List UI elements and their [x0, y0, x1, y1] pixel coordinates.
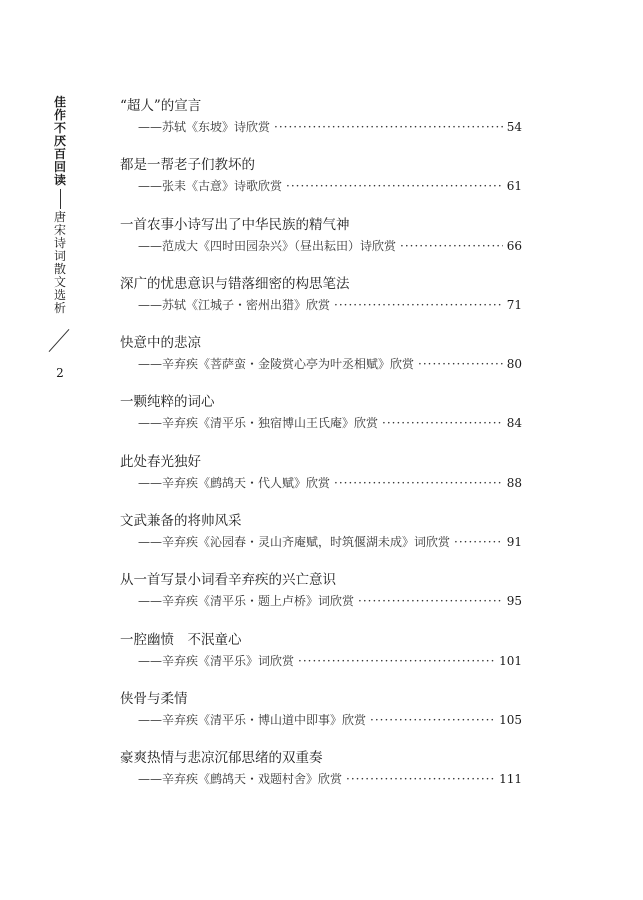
- entry-page-number: 95: [506, 594, 522, 609]
- entry-title: 文武兼备的将帅风采: [120, 513, 242, 530]
- entry-title: “超人”的宣言: [120, 98, 202, 114]
- entry-title: 侠骨与柔情: [120, 690, 188, 707]
- entry-subtitle-line: [120, 711, 522, 729]
- dot-leader: [274, 118, 503, 136]
- dot-leader: [334, 474, 503, 492]
- entry-subtitle: ——辛弃疾《菩萨蛮・金陵赏心亭为叶丞相赋》欣赏: [138, 357, 415, 372]
- toc-entry[interactable]: [120, 392, 522, 451]
- vertical-dash: [60, 189, 61, 209]
- entry-page-number: 80: [506, 357, 522, 372]
- entry-subtitle: ——范成大《四时田园杂兴》（昼出耘田）诗欣赏: [138, 238, 397, 253]
- entry-subtitle-line: [120, 474, 522, 492]
- dot-leader: [454, 533, 503, 551]
- toc-entry[interactable]: [120, 511, 522, 570]
- entry-subtitle: ——辛弃疾《清平乐・题上卢桥》词欣赏: [138, 594, 355, 609]
- page-number: 2: [56, 366, 64, 380]
- entry-page-number: 91: [506, 535, 522, 550]
- entry-subtitle: ——苏轼《江城子・密州出猎》欣赏: [138, 297, 331, 312]
- entry-subtitle: ——张耒《古意》诗歌欣赏: [138, 179, 283, 194]
- entry-subtitle: ——辛弃疾《鹧鸪天・代人赋》欣赏: [138, 475, 331, 490]
- entry-subtitle-line: [120, 177, 522, 195]
- entry-subtitle-line: [120, 592, 522, 610]
- entry-subtitle-line: [120, 296, 522, 314]
- entry-page-number: 88: [506, 475, 522, 490]
- book-subtitle: 唐 宋 诗 词 散 文 选 析: [53, 210, 66, 315]
- dot-leader: [400, 237, 503, 255]
- toc-entry[interactable]: [120, 748, 522, 807]
- entry-page-number: 61: [506, 179, 522, 194]
- entry-title: 此处春光独好: [120, 453, 201, 470]
- toc-entry[interactable]: [120, 630, 522, 689]
- entry-page-number: 84: [506, 416, 522, 431]
- entry-subtitle: ——辛弃疾《鹧鸪天・戏题村舍》欣赏: [138, 772, 343, 787]
- entry-subtitle: ——苏轼《东坡》诗欣赏: [138, 120, 271, 134]
- table-of-contents: [120, 96, 522, 808]
- entry-page-number: 105: [499, 712, 522, 727]
- entry-title: 快意中的悲凉: [120, 335, 201, 352]
- dot-leader: [382, 414, 503, 432]
- dot-leader: [418, 355, 503, 373]
- entry-title: 从一首写景小词看辛弃疾的兴亡意识: [120, 572, 336, 589]
- running-header: [50, 95, 70, 380]
- entry-subtitle-line: [120, 533, 522, 551]
- entry-page-number: 71: [506, 297, 522, 312]
- entry-subtitle-line: [120, 355, 522, 373]
- toc-entry[interactable]: [120, 452, 522, 511]
- entry-title: 一腔幽愤 不泯童心: [120, 631, 242, 648]
- slash-divider: [49, 329, 70, 352]
- toc-entry[interactable]: [120, 155, 522, 214]
- entry-subtitle-line: [120, 652, 522, 670]
- toc-entry[interactable]: [120, 274, 522, 333]
- dot-leader: [370, 711, 495, 729]
- entry-subtitle: ——辛弃疾《沁园春・灵山齐庵赋，时筑偃湖未成》词欣赏: [138, 535, 451, 550]
- dot-leader: [298, 652, 495, 670]
- entry-title: 深广的忧患意识与错落细密的构思笔法: [120, 275, 350, 292]
- entry-subtitle-line: [120, 414, 522, 432]
- entry-page-number: 111: [499, 772, 522, 787]
- entry-subtitle: ——辛弃疾《清平乐・博山道中即事》欣赏: [138, 712, 367, 727]
- dot-leader: [346, 770, 495, 788]
- dot-leader: [286, 177, 503, 195]
- entry-subtitle-line: [120, 237, 522, 255]
- entry-page-number: 101: [499, 653, 522, 668]
- entry-title: 一颗纯粹的词心: [120, 394, 215, 411]
- entry-subtitle-line: [120, 118, 522, 136]
- entry-page-number: 66: [506, 238, 522, 253]
- toc-entry[interactable]: [120, 570, 522, 629]
- entry-title: 都是一帮老子们教坏的: [120, 157, 255, 174]
- toc-entry[interactable]: [120, 96, 522, 155]
- entry-subtitle: ——辛弃疾《清平乐・独宿博山王氏庵》欣赏: [138, 416, 379, 431]
- dot-leader: [334, 296, 503, 314]
- entry-title: 豪爽热情与悲凉沉郁思绪的双重奏: [120, 750, 323, 767]
- series-title: 佳 作 不 厌 百 回 读: [53, 95, 66, 187]
- entry-title: 一首农事小诗写出了中华民族的精气神: [120, 216, 350, 233]
- entry-subtitle: ——辛弃疾《清平乐》词欣赏: [138, 653, 295, 668]
- toc-entry[interactable]: [120, 689, 522, 748]
- entry-subtitle-line: [120, 770, 522, 788]
- toc-entry[interactable]: [120, 215, 522, 274]
- dot-leader: [358, 592, 503, 610]
- entry-page-number: 54: [506, 120, 522, 134]
- toc-entry[interactable]: [120, 333, 522, 392]
